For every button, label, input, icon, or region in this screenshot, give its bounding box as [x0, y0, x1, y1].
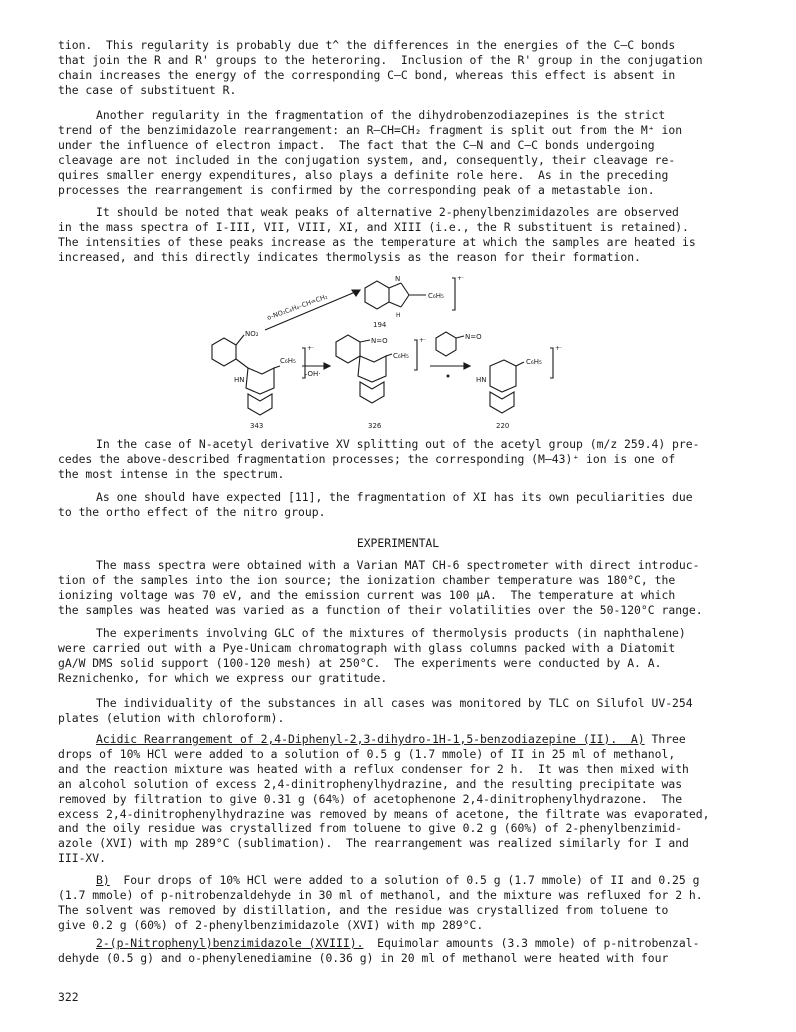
paragraph-2: Another regularity in the fragmentation of the dihydrobenzodiazepines is the strict trend of the benzimidazole rearrangement: an R–CH=CH₂ fragment is split out from the M⁺ ion under the influence of electron impact. The fact that the C–N and C–C bonds undergoing cleavage are not included in the conjugation system, and, consequently, their cleavage re- quires smaller energy expenditures, also plays a definite role here. As in the preceding processes the rearrangement is confirmed by the corresponding peak of a metastable ion.	[58, 108, 683, 197]
paragraph-9	[58, 732, 748, 866]
n-eq-o-label-loss: N=O	[465, 333, 482, 341]
radical-194: +·	[457, 275, 464, 282]
paragraph-11	[58, 936, 748, 966]
paragraph-10-title: B)	[96, 873, 110, 887]
paragraph-4: In the case of N-acetyl derivative XV splitting out of the acetyl group (m/z 259.4) pre- cedes the above-described fragmentation processes; the corresponding (M–43)⁺ ion is one of the most intense in the spectrum.	[58, 437, 700, 481]
paragraph-11-body: Equimolar amounts (3.3 mmole) of p-nitrobenzal- dehyde (0.5 g) and o-phenylenediamine (0.36 g) in 20 ml of methanol were heated with four	[58, 936, 700, 965]
n-label-194: N	[395, 275, 401, 283]
paragraph-6: The mass spectra were obtained with a Varian MAT CH-6 spectrometer with direct introduc- tion of the samples into the ion source; the ionization chamber temperature was 180°C, the ionizing voltage was 70 eV, and the emission current was 100 μA. The temperature at which the samples was heated was varied as a function of their volatilities over the 50-120°C range.	[58, 558, 703, 617]
hn-label-343: HN	[234, 376, 245, 384]
c6h5-label-220: C₆H₅	[526, 358, 542, 366]
mass-220: 220	[496, 422, 510, 430]
paragraph-9-body: Three drops of 10% HCl were added to a solution of 0.5 g (1.7 mmole) of II in 25 ml of methanol, and the reaction mixture was heated with a reflux condenser for 2 h. It was then mixed with an alcohol solution of excess 2,4-dinitrophenylhydrazine, and the resulting precipitate was removed by filtration to give 0.31 g (64%) of acetophenone 2,4-dinitrophenylhydrazone. The excess 2,4-dinitrophenylhydrazine was removed by means of acetone, the filtrate was evaporated, and the oily residue was crystallized from toluene to give 0.2 g (60%) of 2-phenylbenzimid- azole (XVI) with mp 289°C (sublimation). The rearrangement was realized similarly for I and III-XV.	[58, 732, 710, 866]
hn-label-220: HN	[476, 376, 487, 384]
radical-343: +·	[307, 345, 314, 352]
paragraph-5: As one should have expected [11], the fragmentation of XI has its own peculiarities due to the ortho effect of the nitro group.	[58, 490, 693, 519]
c6h5-label-343: C₆H₅	[280, 357, 296, 365]
top-reagent-label: o-NO₂C₆H₄–CH=CH₂	[265, 292, 329, 322]
paragraph-10	[58, 873, 748, 933]
section-heading-experimental: EXPERIMENTAL	[356, 536, 440, 550]
paragraph-10-body: Four drops of 10% HCl were added to a solution of 0.5 g (1.7 mmole) of II and 0.25 g (1.7 mmole) of p-nitrobenzaldehyde in 30 ml of methanol, and the mixture was refluxed for 2 h. The solvent was removed by distillation, and the residue was crystallized from toluene to give 0.2 g (60%) of 2-phenylbenzimidazole (XVI) with mp 289°C.	[58, 873, 703, 932]
radical-220: +·	[555, 345, 562, 352]
paragraph-7: The experiments involving GLC of the mixtures of thermolysis products (in naphthalene) were carried out with a Pye-Unicam chromatograph with glass columns packed with a Diatomit gA/W DMS solid support (100-120 mesh) at 250°C. The experiments were conducted by A. A. Reznichenko, for which we express our gratitude.	[58, 626, 686, 685]
paragraph-11-title: 2-(p-Nitrophenyl)benzimidazole (XVIII).	[96, 936, 364, 950]
mass-343: 343	[250, 422, 264, 430]
structure-326	[336, 335, 426, 430]
page-number: 322	[58, 990, 79, 1004]
paragraph-9-title: Acidic Rearrangement of 2,4-Diphenyl-2,3-dihydro-1H-1,5-benzodiazepine (II). A)	[96, 732, 645, 746]
radical-326: +·	[419, 337, 426, 344]
benzimidazole-194-structure	[365, 275, 464, 329]
mass-326: 326	[368, 422, 382, 430]
mass-194: 194	[373, 321, 387, 329]
c6h5-label-326: C₆H₅	[393, 352, 409, 360]
paragraph-3: It should be noted that weak peaks of alternative 2-phenylbenzimidazoles are observed in the mass spectra of I-III, VII, VIII, XI, and XIII (i.e., the R substituent is retained). The intensities of these peaks increase as the temperature at which the samples are heated is increased, and this directly indicates thermolysis as the reason for their formation.	[58, 205, 696, 264]
c6h5-label-194: C₆H₅	[428, 292, 444, 300]
structure-343	[212, 330, 314, 430]
fragmentation-scheme	[190, 270, 590, 435]
no2-label: NO₂	[245, 330, 259, 338]
h-label-194: H	[396, 312, 401, 319]
loss-oh-label: –OH·	[304, 370, 321, 378]
paragraph-8: The individuality of the substances in all cases was monitored by TLC on Silufol UV-254 plates (elution with chloroform).	[58, 696, 693, 725]
n-eq-o-label-326: N=O	[371, 337, 388, 345]
structure-220	[476, 345, 562, 430]
paragraph-1: tion. This regularity is probably due t^ the differences in the energies of the C–C bonds that join the R and R' groups to the heteroring. Inclusion of the R' group in the conjugation chain increases the energy of the corresponding C–C bond, whereas this effect is absent in the case of substituent R.	[58, 38, 703, 97]
